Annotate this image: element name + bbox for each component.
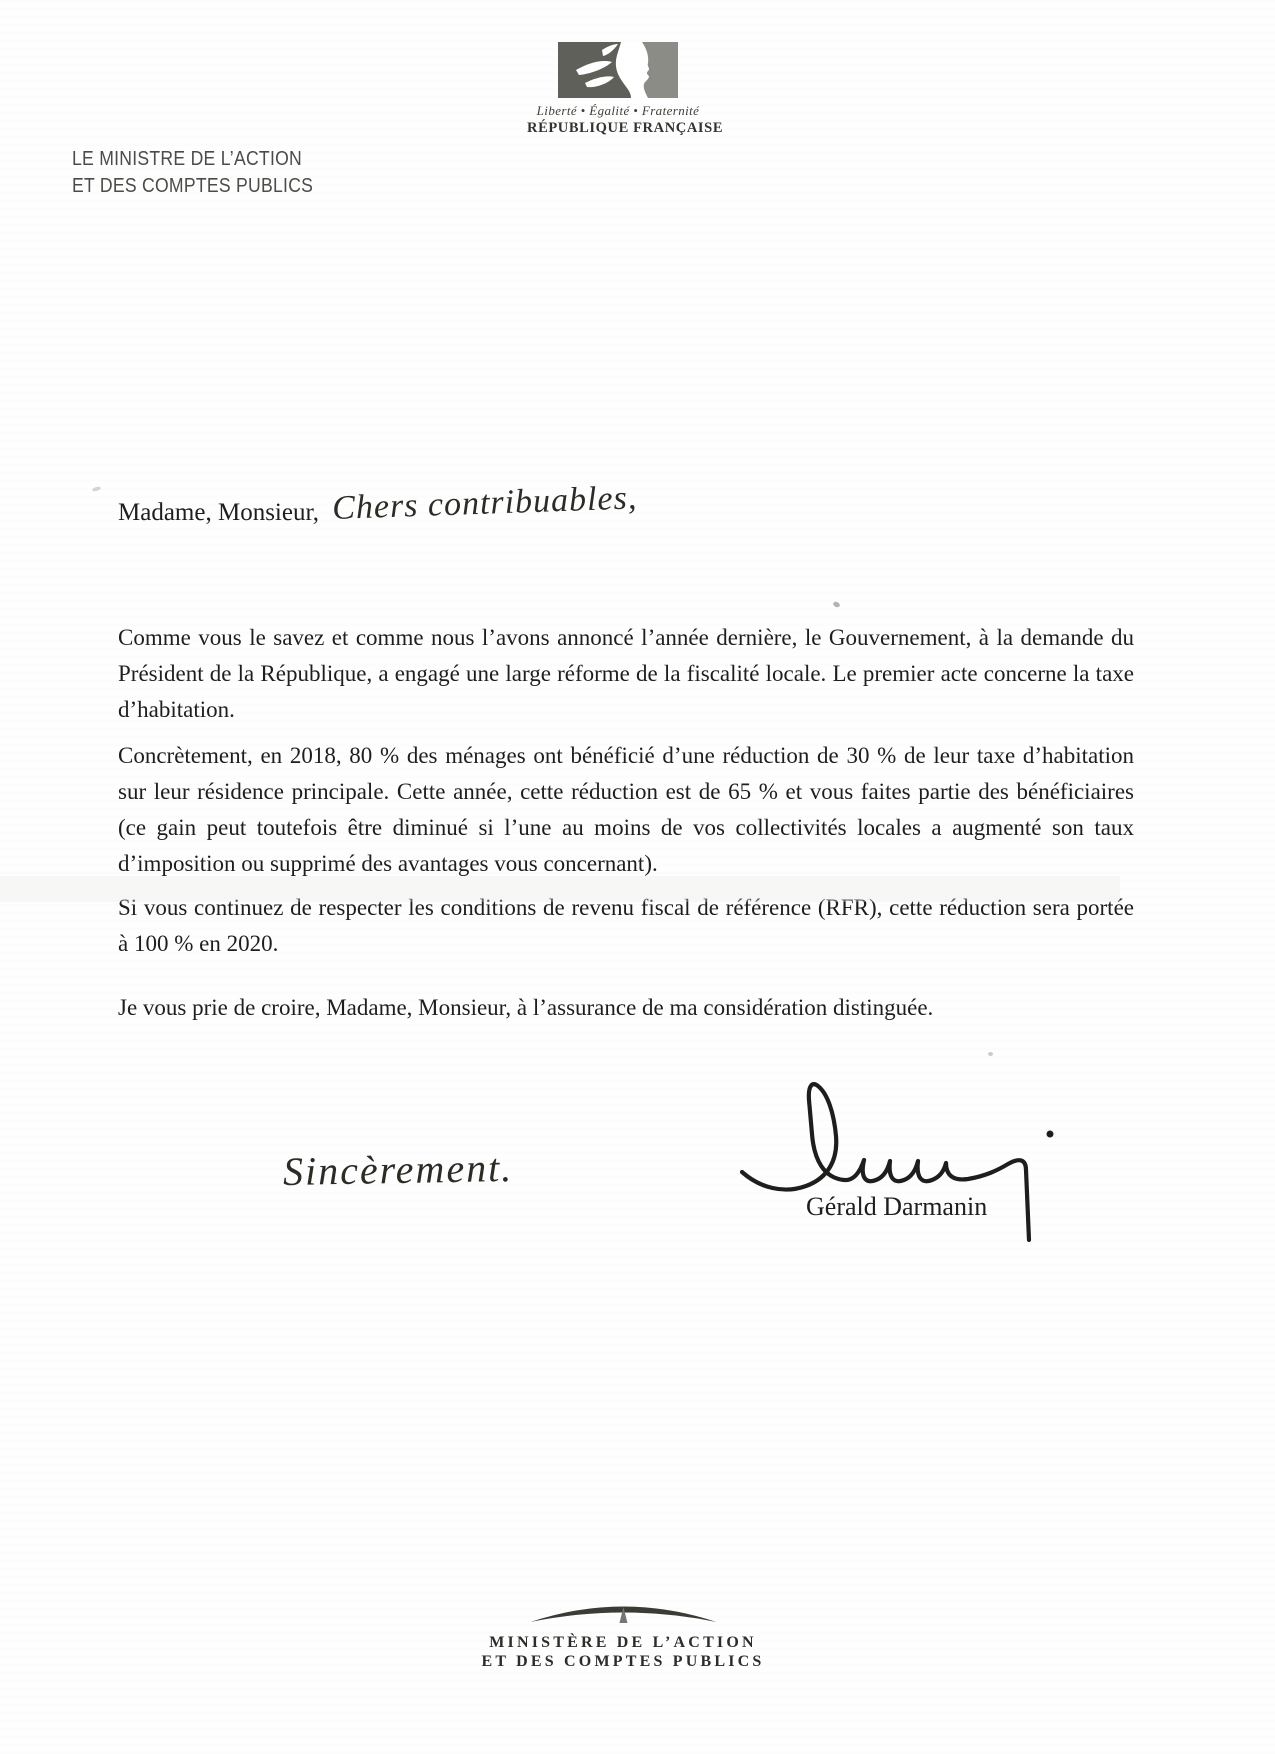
footer-line-1: MINISTÈRE DE L’ACTION: [489, 1634, 757, 1651]
logo-republique-francaise: RÉPUBLIQUE FRANÇAISE: [527, 120, 724, 136]
footer-arc-icon: [527, 1596, 719, 1628]
salutation-handwritten: Chers contribuables,: [331, 479, 638, 528]
sender-line-2: ET DES COMPTES PUBLICS: [72, 175, 314, 197]
marianne-logo-icon: [558, 42, 678, 98]
scan-speck: [92, 486, 102, 492]
sender-block: [72, 146, 313, 200]
signer-name: Gérald Darmanin: [806, 1192, 988, 1221]
sender-line-1: LE MINISTRE DE L’ACTION: [72, 148, 303, 170]
paragraph-1: Comme vous le savez et comme nous l’avons annoncé l’année dernière, le Gouvernement, à la demande du Président de la République, a engagé une large réforme de la fiscalité locale. Le premier acte concerne la taxe d’habitation.: [118, 625, 1134, 722]
scan-band: [0, 876, 1120, 902]
logo-motto: Liberté • Égalité • Fraternité: [536, 103, 700, 118]
signature-dot: [1047, 1131, 1054, 1138]
salutation-printed: Madame, Monsieur,: [118, 499, 320, 526]
paragraph-4: Je vous prie de croire, Madame, Monsieur, à l’assurance de ma considération distinguée.: [118, 995, 934, 1020]
scan-speck: [832, 601, 840, 608]
footer-line-2: ET DES COMPTES PUBLICS: [481, 1653, 765, 1670]
closing-handwritten: Sincèrement.: [282, 1144, 514, 1195]
republique-francaise-logo: [527, 42, 724, 137]
letter-body: [118, 620, 1134, 1026]
scan-speck: [988, 1052, 993, 1056]
paragraph-3: Si vous continuez de respecter les conditions de revenu fiscal de référence (RFR), cette réduction sera portée à 100 % en 2020.: [118, 895, 1134, 956]
ministry-footer: [481, 1596, 764, 1671]
paragraph-2: Concrètement, en 2018, 80 % des ménages ont bénéficié d’une réduction de 30 % de leur taxe d’habitation sur leur résidence principale. Cette année, cette réduction est de 65 % et vous faites partie des bénéficiaires (ce gain peut toutefois être diminué si l’une au moins de vos collectivités locales a augmenté son taux d’imposition ou supprimé des avantages vous concernant).: [118, 743, 1134, 876]
